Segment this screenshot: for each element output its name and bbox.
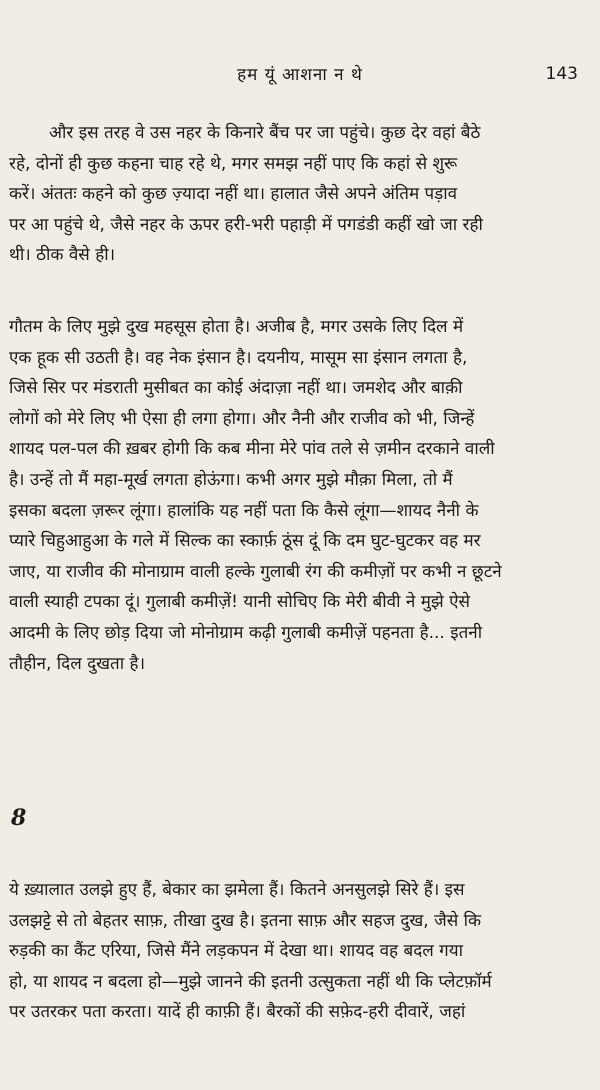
text-line: जाए, या राजीव की मोनाग्राम वाली हल्के गुलाबी रंग की कमीज़ों पर कभी न छूटने — [9, 561, 502, 582]
text-line: और इस तरह वे उस नहर के किनारे बैंच पर जा पहुंचे। कुछ देर वहां बैठे — [49, 123, 481, 143]
text-line: ये ख़्यालात उलझे हुए हैं, बेकार का झमेला हैं। कितने अनसुलझे सिरे हैं। इस — [9, 880, 465, 900]
text-line: प्यारे चिहुआहुआ के गले में सिल्क का स्कार्फ़ ठूंस दूं कि दम घुट-घुटकर वह मर — [9, 531, 481, 552]
text-line: है। उन्हें तो मैं महा-मूर्ख लगता होऊंगा। कभी अगर मुझे मौक़ा मिला, तो मैं — [9, 469, 453, 490]
text-line: थी। ठीक वैसे ही। — [9, 245, 116, 266]
paragraph-2 — [9, 312, 593, 679]
text-line: तौहीन, दिल दुखता है। — [9, 653, 146, 674]
running-title: हम यूं आशना न थे — [237, 65, 363, 85]
text-line: शायद पल-पल की ख़बर होगी कि कब मीना मेरे पांव तले से ज़मीन दरकाने वाली — [9, 439, 495, 460]
text-line: इसका बदला ज़रूर लूंगा। हालांकि यह नहीं पता कि कैसे लूंगा—शायद नैनी के — [9, 500, 479, 521]
text-line: रहे, दोनों ही कुछ कहना चाह रहे थे, मगर समझ नहीं पाए कि कहां से शुरू — [9, 153, 458, 174]
paragraph-3 — [9, 875, 593, 1028]
section-number: 8 — [11, 805, 27, 831]
text-line: लोगों को मेरे लिए भी ऐसा ही लगा होगा। और नैनी और राजीव को भी, जिन्हें — [9, 408, 475, 429]
page-number: 143 — [545, 64, 578, 84]
text-line: करें। अंततः कहने को कुछ ज़्यादा नहीं था। हालात जैसे अपने अंतिम पड़ाव — [9, 184, 458, 205]
text-line: हो, या शायद न बदला हो—मुझे जानने की इतनी उत्सुकता नहीं थी कि प्लेटफ़ॉर्म — [9, 971, 492, 992]
text-line: जिसे सिर पर मंडराती मुसीबत का कोई अंदाज़ा नहीं था। जमशेद और बाक़ी — [9, 378, 463, 399]
text-line: आदमी के लिए छोड़ दिया जो मोनोग्राम कढ़ी गुलाबी कमीज़ें पहनता है... इतनी — [9, 622, 483, 643]
text-line: गौतम के लिए मुझे दुख महसूस होता है। अजीब है, मगर उसके लिए दिल में — [9, 317, 464, 337]
text-line: पर आ पहुंचे थे, जैसे नहर के ऊपर हरी-भरी पहाड़ी में पगडंडी कहीं खो जा रही — [9, 214, 483, 235]
text-line: एक हूक सी उठती है। वह नेक इंसान है। दयनीय, मासूम सा इंसान लगता है, — [9, 347, 468, 368]
text-line: रुड़की का कैंट एरिया, जिसे मैंने लड़कपन में देखा था। शायद वह बदल गया — [9, 941, 463, 962]
text-line: उलझट्टे से तो बेहतर साफ़, तीखा दुख है। इतना साफ़ और सहज दुख, जैसे कि — [9, 910, 482, 931]
text-line: पर उतरकर पता करता। यादें ही काफ़ी हैं। बैरकों की सफ़ेद-हरी दीवारें, जहां — [9, 1002, 466, 1023]
text-line: वाली स्याही टपका दूं। गुलाबी कमीज़ें! यानी सोचिए कि मेरी बीवी ने मुझे ऐसे — [9, 592, 471, 613]
running-header — [0, 62, 600, 92]
paragraph-1 — [9, 118, 593, 271]
